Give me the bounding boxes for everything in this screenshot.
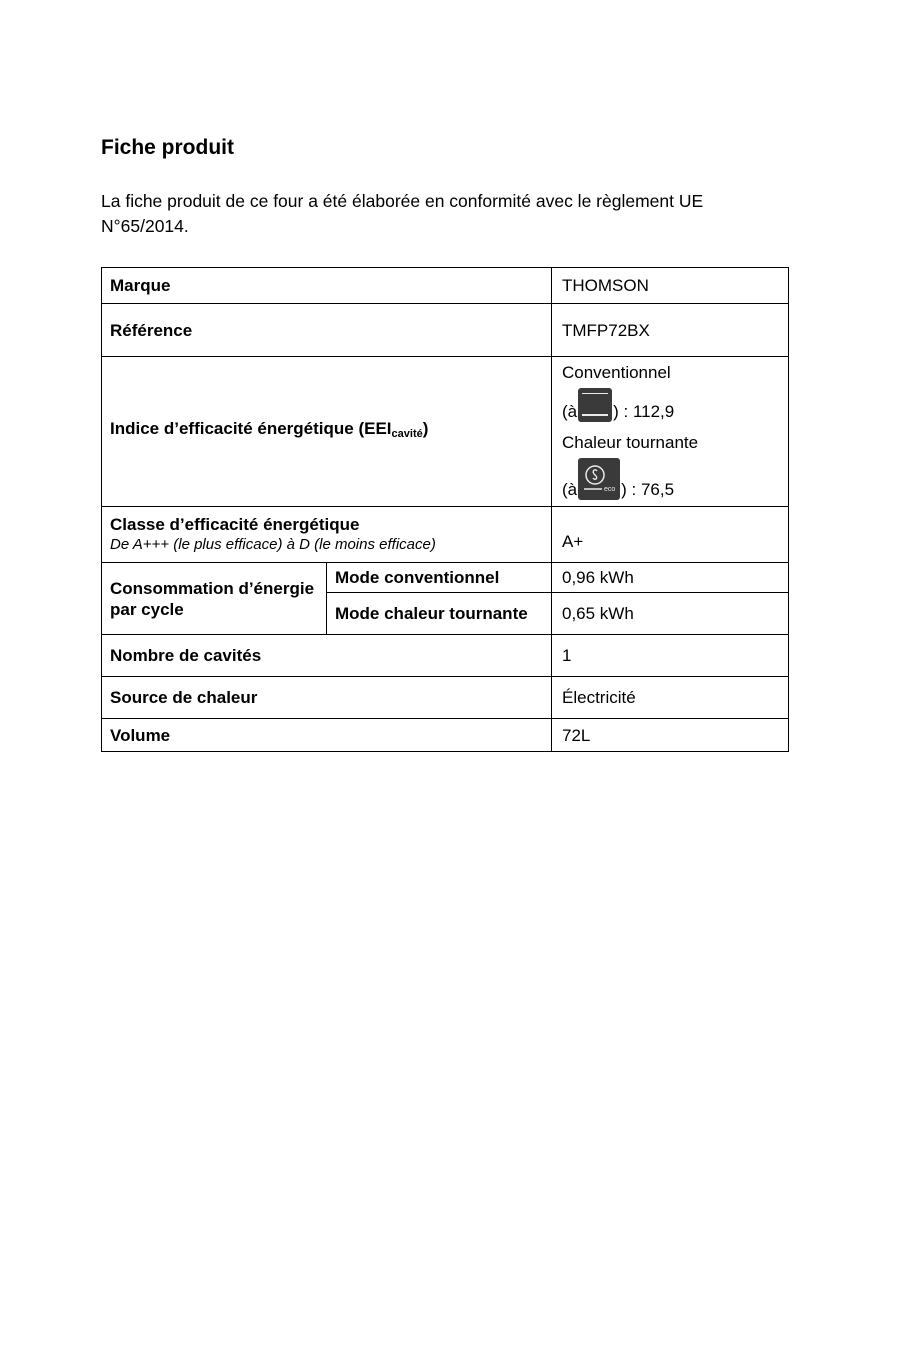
- table-row: [102, 719, 789, 752]
- page-title: Fiche produit: [101, 136, 234, 159]
- brand-label: Marque: [102, 268, 552, 304]
- mode-fan-label: Mode chaleur tournante: [327, 593, 552, 635]
- eei-fan-value: ) : 76,5: [621, 479, 675, 499]
- energy-class-title: Classe d’efficacité énergétique: [110, 515, 360, 534]
- heat-source-value: Électricité: [552, 677, 789, 719]
- mode-conventional-label: Mode conventionnel: [327, 563, 552, 593]
- eei-fan-label: Chaleur tournante: [562, 432, 699, 452]
- brand-value: THOMSON: [552, 268, 789, 304]
- table-row: [102, 507, 789, 563]
- eei-value: [552, 357, 789, 507]
- reference-label: Référence: [102, 304, 552, 357]
- energy-class-label: [102, 507, 552, 563]
- table-row: [102, 357, 789, 507]
- table-row: [102, 635, 789, 677]
- intro-paragraph: La fiche produit de ce four a été élaborée en conformité avec le règlement UE N°65/2014.: [101, 191, 704, 236]
- mode-conventional-value: 0,96 kWh: [552, 563, 789, 593]
- eei-conventional-label: Conventionnel: [562, 362, 671, 382]
- eei-label: [102, 357, 552, 507]
- heat-source-label: Source de chaleur: [102, 677, 552, 719]
- cavities-label: Nombre de cavités: [102, 635, 552, 677]
- volume-value: 72L: [552, 719, 789, 752]
- energy-class-value: A+: [552, 507, 789, 563]
- reference-value: TMFP72BX: [552, 304, 789, 357]
- mode-fan-value: 0,65 kWh: [552, 593, 789, 635]
- fan-eco-text: eco: [604, 485, 616, 493]
- eei-fan-line: [562, 454, 780, 500]
- eei-conventional-line: [562, 384, 780, 422]
- consumption-label: Consommation d’énergie par cycle: [102, 563, 327, 635]
- table-row: [102, 304, 789, 357]
- eei-fan-prefix: (à: [562, 479, 578, 499]
- table-row: [102, 268, 789, 304]
- energy-class-scale: De A+++ (le plus efficace) à D (le moins efficace): [110, 536, 436, 553]
- volume-label: Volume: [102, 719, 552, 752]
- oven-conventional-icon: [578, 388, 612, 422]
- cavities-value: 1: [552, 635, 789, 677]
- eei-conventional-prefix: (à: [562, 401, 578, 421]
- eei-label-close: ): [422, 419, 429, 438]
- product-spec-table: [101, 267, 789, 752]
- fan-eco-icon: [578, 458, 620, 500]
- table-row: [102, 677, 789, 719]
- eei-label-subscript: cavité: [391, 428, 423, 440]
- eei-conventional-value: ) : 112,9: [613, 401, 675, 421]
- eei-label-main: Indice d’efficacité énergétique (EEI: [110, 419, 392, 438]
- table-row: [102, 563, 789, 593]
